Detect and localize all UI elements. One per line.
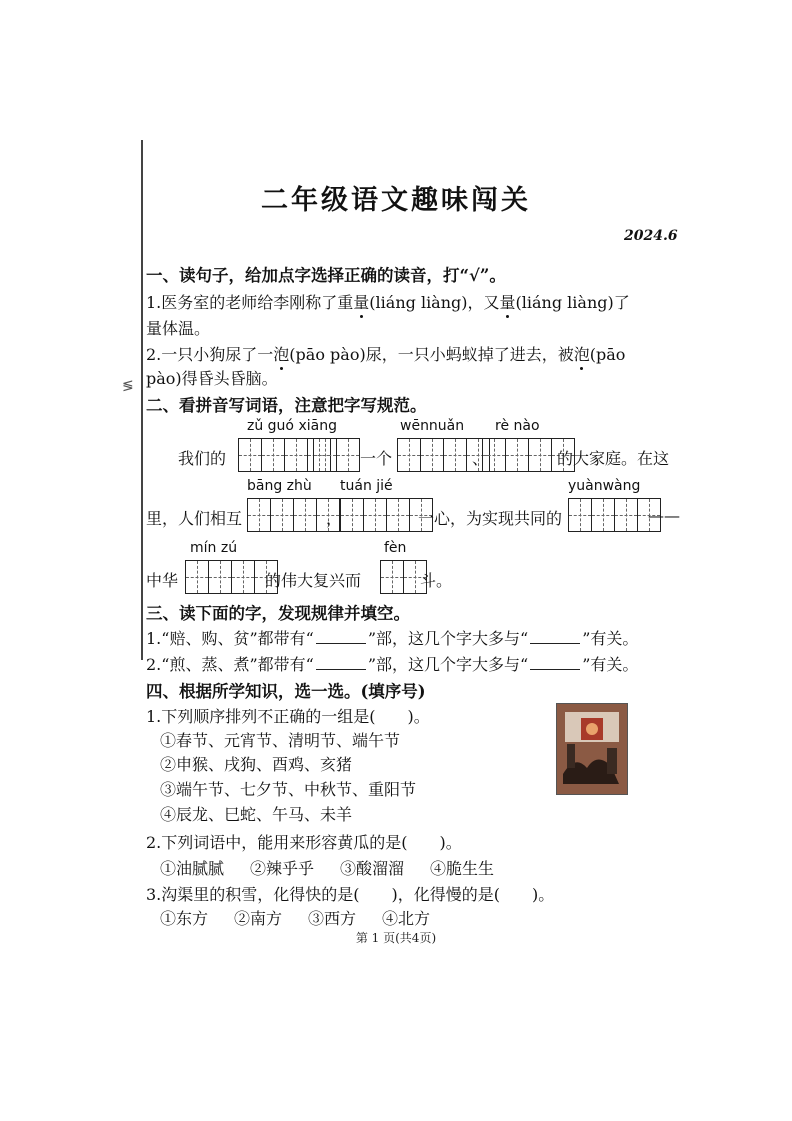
s4q1-option-3: ③端午节、七夕节、中秋节、重阳节 [160,780,417,799]
s4q3-stem-c: )。 [532,885,555,904]
q2-dotted-char-1: 泡 [273,342,289,365]
s4q1-option-4: ④辰龙、巳蛇、午马、未羊 [160,805,353,824]
zodiac-picture-graphic [557,704,627,794]
page-title: 二年级语文趣味闯关 [261,185,531,216]
s4q2-stem-b: )。 [439,833,462,852]
s4q3-option-2: ②南方 [234,909,283,928]
s3q2-c: ”有关。 [582,655,639,674]
section1-q2-line2 [146,366,278,389]
margin-line [141,140,143,660]
s2-l1d: 的大家庭。在这 [557,449,670,468]
pinyin-wennuan: wēnnuǎn [400,418,465,434]
section2-heading: 二、看拼音写词语，注意把字写规范。 [146,396,427,415]
s2-l3a: 中华 [146,571,179,590]
pinyin-yuanwang: yuànwàng [568,478,641,494]
pinyin-tuanjie: tuán jié [340,478,393,494]
s3q2-b: ”部，这几个字大多与“ [367,655,529,674]
section3-q1 [146,626,638,649]
s4q3-option-4: ④北方 [382,909,431,928]
page-footer: 第 1 页(共4页) [355,931,437,945]
s2-l2a: 里，人们相互 [146,509,243,528]
pinyin-zuguoxiang: zǔ guó xiāng [247,418,337,434]
s2-l1c: 、 [472,449,489,468]
s3q1-a: 1.“赔、购、贫”都带有“ [146,629,314,648]
pinyin-fen: fèn [384,540,407,556]
s4q1-stem [146,704,430,727]
blank-meaning-1[interactable] [530,643,580,644]
zodiac-picture [556,703,628,795]
section3-q2 [146,652,638,675]
exam-date: 2024.6 [624,228,678,244]
s4q2-option-4: ④脆生生 [430,859,495,878]
section1-q2-line1 [146,342,625,365]
s4q2-stem [146,830,462,853]
s4q1-stem-a: 1.下列顺序排列不正确的一组是( [146,707,376,726]
s4q3-options [160,906,430,929]
q1-dotted-char-2: 量 [500,290,516,313]
side-mark: ≶ [122,378,134,394]
q2-text-a: 2.一只小狗尿了一 [146,345,274,364]
q1-text-c: (liáng liàng)了 [515,293,630,312]
blank-meaning-2[interactable] [530,669,580,670]
s3q1-b: ”部，这几个字大多与“ [367,629,529,648]
q2-text-d: pào)得昏头昏脑。 [146,369,278,388]
s4q3-stem [146,882,554,905]
s3q1-c: ”有关。 [582,629,639,648]
q1-text-b: (liáng liàng)，又 [369,293,500,312]
s4q3-option-1: ①东方 [160,909,209,928]
s4q2-option-1: ①油腻腻 [160,859,225,878]
s2-l1a: 我们的 [178,449,227,468]
s4q1-stem-b: )。 [407,707,430,726]
s4q2-option-2: ②辣乎乎 [250,859,315,878]
s4q2-stem-a: 2.下列词语中，能用来形容黄瓜的是( [146,833,408,852]
s4q3-stem-a: 3.沟渠里的积雪，化得快的是( [146,885,360,904]
q2-text-c: (pāo [589,345,626,364]
q1-text-a: 1.医务室的老师给李刚称了重 [146,293,354,312]
s2-l3b: 的伟大复兴而 [265,571,362,590]
s4q2-option-3: ③酸溜溜 [340,859,405,878]
blank-radical-1[interactable] [316,643,366,644]
q2-text-b: (pāo pào)尿，一只小蚂蚁掉了进去，被 [289,345,574,364]
s2-l3c: 斗。 [420,571,453,590]
q1-text-d: 量体温。 [146,319,211,338]
s4q2-options [160,856,494,879]
pinyin-bangzhu: bāng zhù [247,478,312,494]
section1-q1-line1 [146,290,630,313]
s4q3-option-3: ③西方 [308,909,357,928]
section4-heading: 四、根据所学知识，选一选。(填序号) [146,682,426,701]
section3-heading: 三、读下面的字，发现规律并填空。 [146,604,410,623]
grid-xiang[interactable] [313,438,360,472]
s3q2-a: 2.“煎、蒸、煮”都带有“ [146,655,314,674]
pinyin-renao: rè nào [495,418,540,434]
s4q3-stem-b: )，化得慢的是( [391,885,501,904]
s2-l1b: 一个 [360,449,393,468]
s4q1-option-2: ②申猴、戌狗、酉鸡、亥猪 [160,755,353,774]
blank-radical-2[interactable] [316,669,366,670]
q1-dotted-char-1: 量 [353,290,369,313]
s4q1-option-1: ①春节、元宵节、清明节、端午节 [160,731,401,750]
s2-l2b: ， [326,509,343,528]
s2-l2d: —— [648,506,680,525]
section1-q1-line2 [146,316,210,339]
pinyin-minzu: mín zú [190,540,238,556]
section1-heading: 一、读句子，给加点字选择正确的读音，打“√”。 [146,266,506,285]
q2-dotted-char-2: 泡 [574,342,590,365]
s2-l2c: 一心，为实现共同的 [418,509,563,528]
